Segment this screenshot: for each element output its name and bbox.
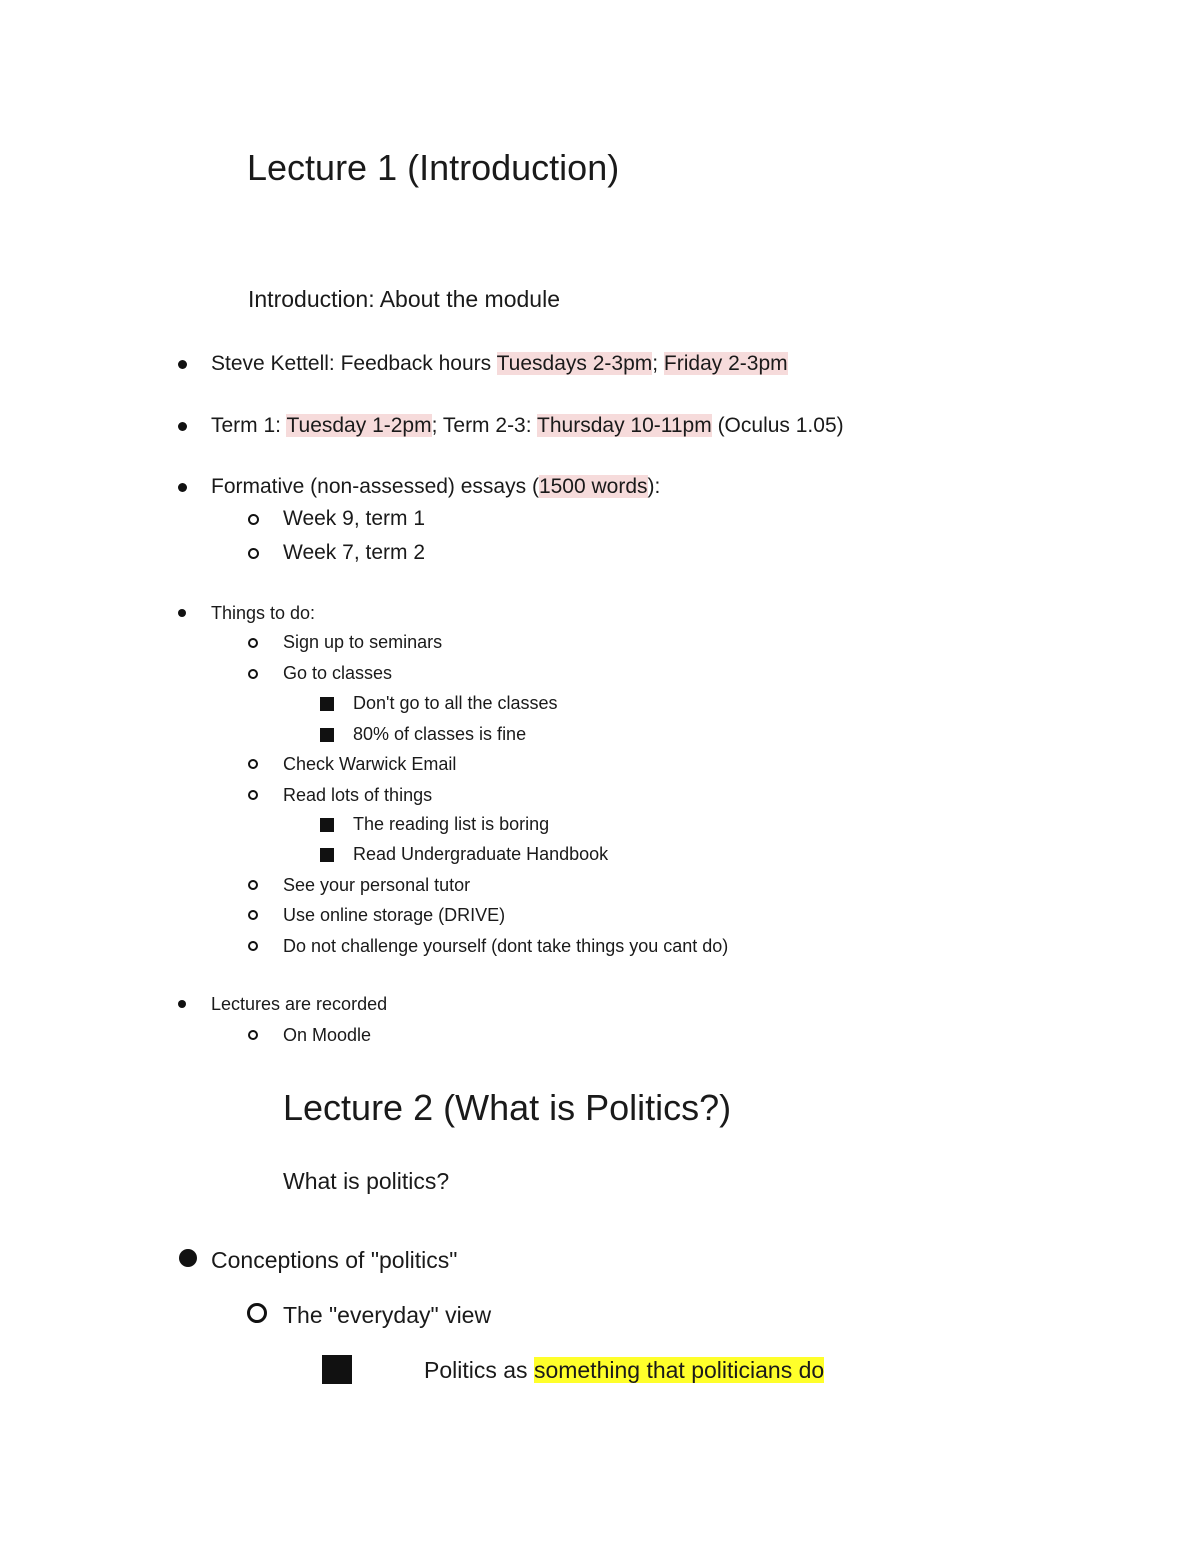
square-bullet-icon xyxy=(320,697,334,711)
circle-bullet-icon xyxy=(248,910,258,920)
bullet-icon xyxy=(178,360,187,369)
politics-definition-item xyxy=(424,1359,824,1382)
todo-classes-sub-1: Don't go to all the classes xyxy=(353,693,558,713)
feedback-highlight-friday: Friday 2-3pm xyxy=(663,352,788,375)
bullet-icon xyxy=(178,1000,186,1008)
todo-read-sub-1: The reading list is boring xyxy=(353,814,550,834)
square-bullet-icon xyxy=(320,818,334,832)
todo-storage: Use online storage (DRIVE) xyxy=(283,905,506,925)
circle-bullet-icon xyxy=(248,880,258,890)
bullet-icon xyxy=(178,483,187,492)
square-bullet-icon xyxy=(320,728,334,742)
circle-bullet-icon xyxy=(248,548,259,559)
term-highlight-tuesday: Tuesday 1-2pm xyxy=(286,414,432,437)
todo-classes: Go to classes xyxy=(283,663,393,683)
square-bullet-icon xyxy=(320,848,334,862)
on-moodle-item: On Moodle xyxy=(283,1025,372,1045)
term-highlight-thursday: Thursday 10-11pm xyxy=(537,414,712,437)
feedback-highlight-tuesdays: Tuesdays 2-3pm xyxy=(496,352,653,375)
politics-text: Politics as xyxy=(424,1357,534,1383)
circle-bullet-icon xyxy=(248,514,259,525)
term-text-mid: ; Term 2-3: xyxy=(431,414,538,437)
todo-tutor: See your personal tutor xyxy=(283,875,471,895)
circle-bullet-icon xyxy=(248,941,258,951)
circle-bullet-icon xyxy=(248,759,258,769)
todo-read: Read lots of things xyxy=(283,785,433,805)
formative-text: Formative (non-assessed) essays ( xyxy=(211,475,539,498)
things-to-do-heading: Things to do: xyxy=(211,603,316,623)
lecture1-title: Lecture 1 (Introduction) xyxy=(247,147,620,188)
todo-seminars: Sign up to seminars xyxy=(283,632,443,652)
bullet-icon xyxy=(178,609,186,617)
lecture2-subtitle: What is politics? xyxy=(283,1168,450,1194)
formative-week-9: Week 9, term 1 xyxy=(283,507,425,530)
todo-email: Check Warwick Email xyxy=(283,754,457,774)
todo-read-sub-2: Read Undergraduate Handbook xyxy=(353,844,609,864)
formative-highlight-words: 1500 words xyxy=(538,475,648,498)
feedback-text: Steve Kettell: Feedback hours xyxy=(211,352,497,375)
lecture1-subtitle: Introduction: About the module xyxy=(248,286,560,312)
term-text-post: (Oculus 1.05) xyxy=(711,414,844,437)
formative-text-post: ): xyxy=(647,475,661,498)
bullet-icon xyxy=(179,1249,197,1267)
formative-week-7: Week 7, term 2 xyxy=(283,541,425,564)
feedback-hours-item xyxy=(211,353,788,374)
circle-bullet-icon xyxy=(248,669,258,679)
circle-bullet-icon xyxy=(247,1303,267,1323)
politics-highlight: something that politicians do xyxy=(533,1357,825,1383)
lecture2-title: Lecture 2 (What is Politics?) xyxy=(283,1087,732,1128)
todo-classes-sub-2: 80% of classes is fine xyxy=(353,724,527,744)
circle-bullet-icon xyxy=(248,1030,258,1040)
conceptions-item: Conceptions of "politics" xyxy=(211,1247,458,1273)
lectures-recorded-item: Lectures are recorded xyxy=(211,994,388,1014)
feedback-separator: ; xyxy=(652,352,664,375)
square-bullet-icon xyxy=(322,1355,352,1384)
formative-essays-item xyxy=(211,476,660,497)
circle-bullet-icon xyxy=(248,790,258,800)
todo-challenge: Do not challenge yourself (dont take things you cant do) xyxy=(283,936,729,956)
term-schedule-item xyxy=(211,415,844,436)
circle-bullet-icon xyxy=(248,638,258,648)
bullet-icon xyxy=(178,422,187,431)
everyday-view-item: The "everyday" view xyxy=(283,1302,492,1328)
term-text: Term 1: xyxy=(211,414,287,437)
